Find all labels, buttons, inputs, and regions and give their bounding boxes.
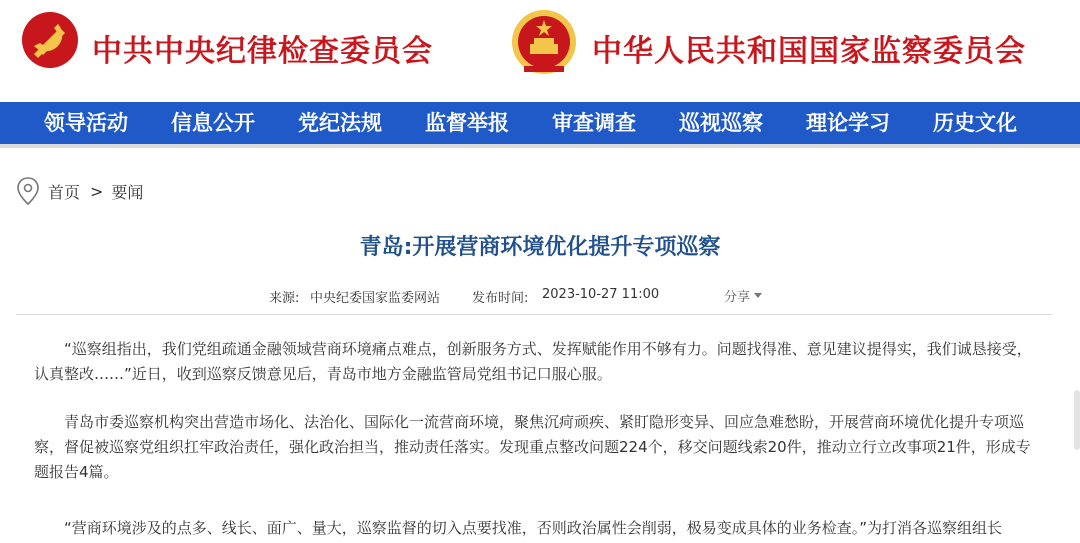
article-paragraph: “营商环境涉及的点多、线长、面广、量大，巡察监督的切入点要找准，否则政治属性会削弱，极易变成具体的业务检查。”为打消各巡察组组长 bbox=[64, 519, 1003, 537]
article-paragraph: 青岛市委巡察机构突出营造市场化、法治化、国际化一流营商环境，聚焦沉疴顽疾、紧盯隐形变异、回应急难愁盼，开展营商环境优化提升专项巡察，督促被巡察党组织扛牢政治责任，强化政治担当，推动责任落实。发现重点整改问题224个，移交问题线索20件，推动立行立改事项21件，形成专题报告4篇。 bbox=[34, 413, 1031, 481]
breadcrumb-current-link[interactable]: 要闻 bbox=[111, 182, 144, 202]
national-emblem-icon[interactable] bbox=[510, 8, 578, 78]
nav-item-regulations[interactable]: 党纪法规 bbox=[298, 110, 382, 135]
nav-item-disclosure[interactable]: 信息公开 bbox=[171, 110, 255, 135]
breadcrumb bbox=[16, 176, 143, 206]
main-navigation bbox=[0, 102, 1080, 144]
breadcrumb-separator: > bbox=[90, 181, 104, 201]
source-value: 中央纪委国家监委网站 bbox=[310, 291, 441, 306]
nav-item-inspection[interactable]: 巡视巡察 bbox=[679, 110, 763, 135]
share-label: 分享 bbox=[724, 290, 751, 305]
article-title: 青岛:开展营商环境优化提升专项巡察 bbox=[359, 235, 721, 260]
meta-divider bbox=[16, 314, 1052, 315]
location-pin-icon bbox=[16, 176, 40, 206]
nsc-title[interactable]: 中华人民共和国国家监察委员会 bbox=[592, 34, 1026, 69]
publish-time-value: 2023-10-27 11:00 bbox=[542, 287, 660, 302]
nav-item-investigation[interactable]: 审查调查 bbox=[552, 110, 636, 135]
ccdi-title[interactable]: 中共中央纪律检查委员会 bbox=[92, 34, 433, 69]
publish-time-label: 发布时间: bbox=[472, 291, 529, 306]
nav-item-history[interactable]: 历史文化 bbox=[933, 110, 1017, 135]
site-header bbox=[0, 0, 1080, 102]
share-dropdown[interactable] bbox=[724, 286, 762, 305]
scrollbar-thumb[interactable] bbox=[1074, 390, 1080, 450]
nav-item-report[interactable]: 监督举报 bbox=[425, 110, 509, 135]
party-emblem-icon[interactable] bbox=[20, 10, 80, 70]
article-paragraph: “巡察组指出，我们党组疏通金融领域营商环境痛点难点，创新服务方式、发挥赋能作用不够有力。问题找得准、意见建议提得实，我们诚恳接受，认真整改……”近日，收到巡察反馈意见后，青岛市地方金融监管局党组书记口服心服。 bbox=[34, 340, 1032, 383]
nav-item-theory[interactable]: 理论学习 bbox=[806, 110, 890, 135]
nav-divider bbox=[0, 144, 1080, 148]
source-label: 来源: bbox=[269, 291, 300, 306]
breadcrumb-home-link[interactable]: 首页 bbox=[48, 182, 81, 202]
caret-down-icon bbox=[754, 293, 762, 298]
nav-item-leadership[interactable]: 领导活动 bbox=[44, 110, 128, 135]
